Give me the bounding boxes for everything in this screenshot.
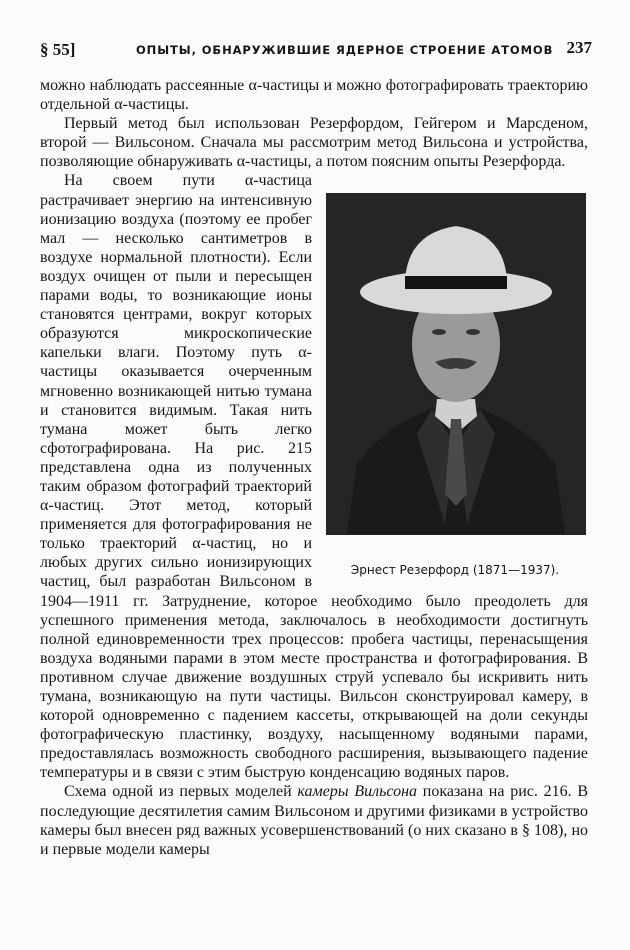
hat-band <box>405 276 507 289</box>
eye-left <box>432 329 446 335</box>
paragraph-chamber-scheme <box>40 782 588 858</box>
section-number: § 55] <box>40 40 76 59</box>
paragraph-wilson-method: На своем пути α-частица растрачивает энергию на интенсивную ионизацию воздуха (поэтому ее пробег мал — несколько сантиметров в воздухе нормальной плотности). Если воздух очищен от пыли и пересыщен парами воды, то возникающие ионы становятся центрами, вокруг которых образуются микроскопические капельки влаги. Поэтому путь α-частицы оказывается очерченным мгновенно возникающей нитью тумана и становится видимым. Такая нить тумана может быть легко сфотографирована. На рис. 215 представлена одна из полученных таким образом фотографий траекторий α-частиц. Этот метод, который применяется для фотографирования не только траекторий α-частиц, но и любых других сильно ионизирующих частиц, был разработан Вильсоном в 1904—1911 гг. Затруднение, которое необходимо было преодолеть для успешного применения метода, заключалось в необходимости достигнуть полной единовременности трех процессов: пробега частицы, перенасыщения воздуха водяными парами в этом месте пространства и фотографирования. В противном случае движение воздушных струй успевало бы искривить нить тумана, возникающую на пути частицы. Вильсон сконструировал камеру, в которой одновременно с падением кассеты, открывающей на доли секунды фотографическую пластинку, воздуху, насыщенному водяными парами, предоставлялась возможность свободного расширения, вызывающего падение температуры и в связи с этим быструю конденсацию водяных паров. <box>40 172 588 782</box>
page-body <box>40 76 588 859</box>
figure-caption: Эрнест Резерфорд (1871—1937). <box>350 563 560 578</box>
running-title: ОПЫТЫ, ОБНАРУЖИВШИЕ ЯДЕРНОЕ СТРОЕНИЕ АТОМОВ <box>136 43 554 57</box>
text-after: показана на рис. 216. В последующие десятилетия самим Вильсоном и другими физиками в устройство камеры был внесен ряд важных усовершенствований (о них сказано в § 108), но и первые модели камеры <box>40 783 589 858</box>
running-header <box>40 38 592 60</box>
term-wilson-chamber: камеры Вильсона <box>297 783 418 801</box>
text-before: Схема одной из первых моделей <box>64 783 298 801</box>
paragraph-continuation: можно наблюдать рассеянные α-частицы и можно фотографировать траекторию отдельной α-частицы. <box>40 77 588 114</box>
rutherford-portrait <box>326 193 586 535</box>
paragraph-methods: Первый метод был использован Резерфордом, Гейгером и Марсденом, второй — Вильсоном. Сначала мы рассмотрим метод Вильсона и устройства, позволяющие обнаруживать α-частицы, а потом поясним опыты Резерфорда. <box>40 115 588 171</box>
eye-right <box>466 329 480 335</box>
portrait-figure <box>326 193 588 580</box>
page-number: 237 <box>566 38 592 57</box>
